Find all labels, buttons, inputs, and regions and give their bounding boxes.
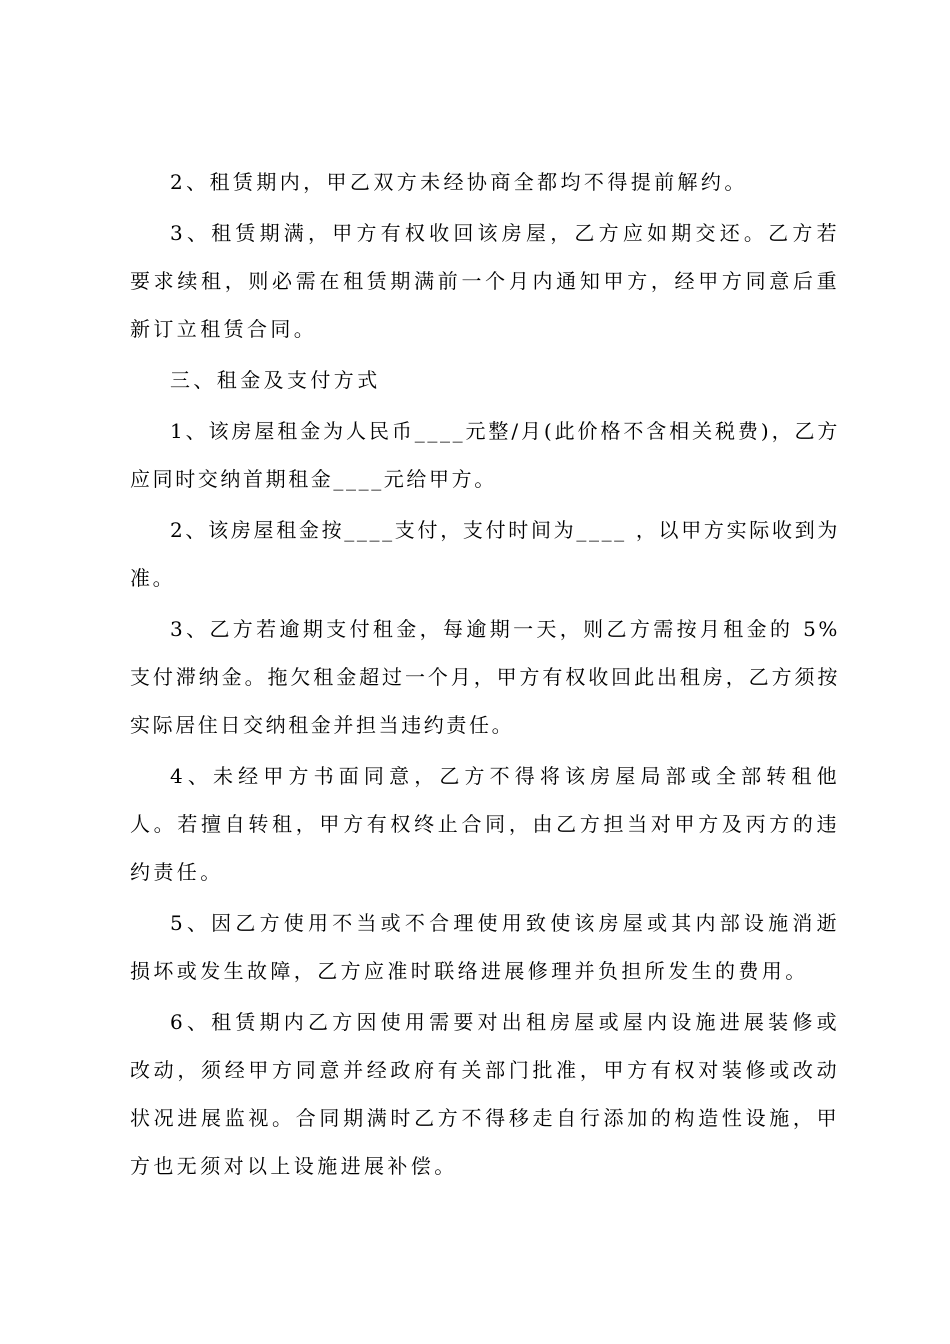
paragraph-renovation: 6、租赁期内乙方因使用需要对出租房屋或屋内设施进展装修或改动，须经甲方同意并经政府有关部门批准，甲方有权对装修或改动状况进展监视。合同期满时乙方不得移走自行添加的构造性设施，甲方也无须对以上设施进展补偿。 [130, 1010, 840, 1178]
paragraph-subletting: 4、未经甲方书面同意，乙方不得将该房屋局部或全部转租他人。若擅自转租，甲方有权终止合同，由乙方担当对甲方及丙方的违约责任。 [130, 764, 840, 884]
paragraph-damage-repair: 5、因乙方使用不当或不合理使用致使该房屋或其内部设施消逝损坏或发生故障，乙方应准时联络进展修理并负担所发生的费用。 [130, 911, 840, 983]
section-heading-rent-payment: 三、租金及支付方式 [170, 368, 381, 392]
paragraph-lease-renewal: 3、租赁期满，甲方有权收回该房屋，乙方应如期交还。乙方若要求续租，则必需在租赁期满前一个月内通知甲方，经甲方同意后重新订立租赁合同。 [130, 221, 840, 341]
document-body [130, 158, 840, 1190]
paragraph-late-payment: 3、乙方若逾期支付租金，每逾期一天，则乙方需按月租金的 5%支付滞纳金。拖欠租金超过一个月，甲方有权收回此出租房，乙方须按实际居住日交纳租金并担当违约责任。 [130, 617, 840, 737]
paragraph-early-termination: 2、租赁期内，甲乙双方未经协商全都均不得提前解约。 [170, 170, 748, 194]
paragraph-payment-schedule: 2、该房屋租金按____支付，支付时间为____ ，以甲方实际收到为准。 [130, 518, 840, 590]
paragraph-rent-amount: 1、该房屋租金为人民币____元整/月(此价格不含相关税费)，乙方应同时交纳首期租金____元给甲方。 [130, 419, 840, 491]
